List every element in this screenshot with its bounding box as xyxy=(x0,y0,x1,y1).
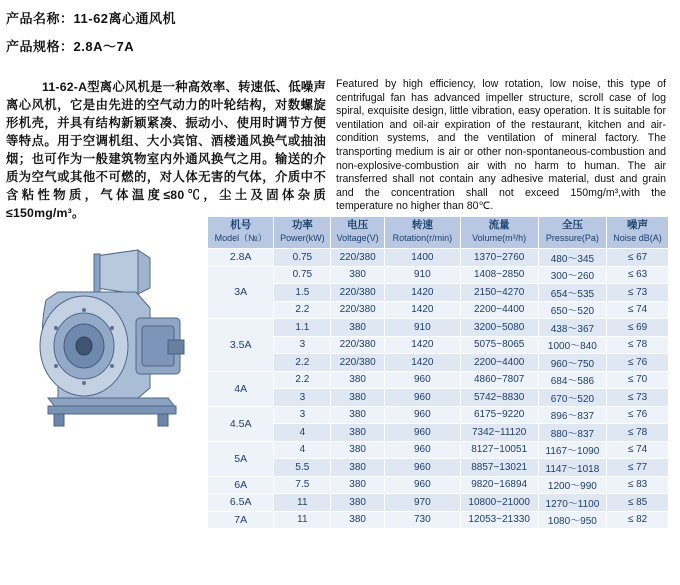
column-header-noise-cn: 噪声 xyxy=(627,219,649,231)
column-header-model-en: Model（№） xyxy=(214,233,267,243)
cell-rotation: 1420 xyxy=(385,301,461,319)
cell-volume: 3200~5080 xyxy=(460,319,538,337)
cell-voltage: 380 xyxy=(331,441,385,459)
cell-rotation: 1420 xyxy=(385,336,461,354)
cell-noise: ≤ 74 xyxy=(607,301,669,319)
column-header-noise-en: Noise dB(A) xyxy=(613,233,662,243)
table-row xyxy=(208,459,669,477)
cell-noise: ≤ 77 xyxy=(607,459,669,477)
cell-model: 4.5A xyxy=(208,406,274,441)
description-chinese xyxy=(6,78,326,222)
table-row xyxy=(208,494,669,512)
cell-rotation: 1400 xyxy=(385,249,461,267)
cell-voltage: 380 xyxy=(331,371,385,389)
cell-pressure: 684～586 xyxy=(538,371,606,389)
cell-voltage: 220/380 xyxy=(331,354,385,372)
cell-voltage: 220/380 xyxy=(331,301,385,319)
column-header-rotation-cn: 转速 xyxy=(411,219,433,231)
column-header-volume-cn: 流量 xyxy=(488,219,510,231)
column-header-pressure xyxy=(538,217,606,249)
cell-model: 3A xyxy=(208,266,274,319)
cell-pressure: 654～535 xyxy=(538,284,606,302)
cell-power: 3 xyxy=(274,336,331,354)
cell-noise: ≤ 70 xyxy=(607,371,669,389)
cell-noise: ≤ 83 xyxy=(607,476,669,494)
column-header-voltage-cn: 电压 xyxy=(347,219,369,231)
cell-power: 2.2 xyxy=(274,301,331,319)
table-row xyxy=(208,424,669,442)
column-header-noise xyxy=(607,217,669,249)
cell-volume: 1408~2850 xyxy=(460,266,538,284)
cell-pressure: 960～750 xyxy=(538,354,606,372)
table-row xyxy=(208,319,669,337)
specification-table-wrapper xyxy=(207,216,669,529)
cell-rotation: 1420 xyxy=(385,354,461,372)
cell-volume: 5075~8065 xyxy=(460,336,538,354)
cell-pressure: 670～520 xyxy=(538,389,606,407)
column-header-power-cn: 功率 xyxy=(291,219,313,231)
cell-power: 3 xyxy=(274,406,331,424)
cell-volume: 7342~11120 xyxy=(460,424,538,442)
table-row xyxy=(208,266,669,284)
cell-model: 5A xyxy=(208,441,274,476)
product-spec: 产品规格：2.8A～7A xyxy=(6,39,135,54)
column-header-rotation xyxy=(385,217,461,249)
cell-pressure: 480～345 xyxy=(538,249,606,267)
column-header-rotation-en: Rotation(r/min) xyxy=(392,233,453,243)
cell-noise: ≤ 78 xyxy=(607,424,669,442)
cell-voltage: 380 xyxy=(331,476,385,494)
cell-rotation: 960 xyxy=(385,424,461,442)
cell-volume: 1370~2760 xyxy=(460,249,538,267)
cell-noise: ≤ 76 xyxy=(607,354,669,372)
column-header-voltage-en: Voltage(V) xyxy=(336,233,379,243)
cell-voltage: 380 xyxy=(331,494,385,512)
cell-pressure: 1000～840 xyxy=(538,336,606,354)
column-header-power xyxy=(274,217,331,249)
table-header xyxy=(208,217,669,249)
table-header-row xyxy=(208,217,669,249)
cell-power: 11 xyxy=(274,511,331,529)
cell-voltage: 220/380 xyxy=(331,249,385,267)
cell-rotation: 960 xyxy=(385,476,461,494)
cell-power: 2.2 xyxy=(274,371,331,389)
cell-power: 4 xyxy=(274,424,331,442)
cell-volume: 8857~13021 xyxy=(460,459,538,477)
cell-voltage: 220/380 xyxy=(331,284,385,302)
cell-noise: ≤ 67 xyxy=(607,249,669,267)
cell-pressure: 1147～1018 xyxy=(538,459,606,477)
table-row xyxy=(208,249,669,267)
cell-power: 11 xyxy=(274,494,331,512)
cell-volume: 10800~21000 xyxy=(460,494,538,512)
cell-noise: ≤ 73 xyxy=(607,389,669,407)
product-name: 产品名称：11-62离心通风机 xyxy=(6,11,177,26)
table-row xyxy=(208,441,669,459)
cell-pressure: 438～367 xyxy=(538,319,606,337)
cell-power: 4 xyxy=(274,441,331,459)
column-header-pressure-cn: 全压 xyxy=(561,219,583,231)
cell-noise: ≤ 82 xyxy=(607,511,669,529)
cell-voltage: 380 xyxy=(331,389,385,407)
cell-volume: 6175~9220 xyxy=(460,406,538,424)
table-row xyxy=(208,301,669,319)
table-body xyxy=(208,249,669,529)
cell-model: 6.5A xyxy=(208,494,274,512)
cell-volume: 8127~10051 xyxy=(460,441,538,459)
cell-power: 5.5 xyxy=(274,459,331,477)
cell-volume: 9820~16894 xyxy=(460,476,538,494)
cell-model: 3.5A xyxy=(208,319,274,372)
table-row xyxy=(208,406,669,424)
cell-voltage: 380 xyxy=(331,319,385,337)
cell-volume: 2150~4270 xyxy=(460,284,538,302)
table-row xyxy=(208,354,669,372)
cell-voltage: 380 xyxy=(331,424,385,442)
cell-voltage: 380 xyxy=(331,459,385,477)
description-chinese-text: 11-62-A型离心风机是一种高效率、转速低、低噪声离心风机，它是由先进的空气动力的叶轮结构，对数螺旋形机壳，并具有结构新颖紧凑、振动小、使用时调节方便等特点。用于空调机组、大小宾馆、酒楼通风换气或抽油烟；也可作为一般建筑物室内外通风换气之用。输送的介质为空气或其他不可燃的，对人体无害的气体，介质中不含粘性物质，气体温度≤80℃，尘土及固体杂质≤150mg/m³。 xyxy=(6,80,326,220)
cell-power: 1.5 xyxy=(274,284,331,302)
cell-rotation: 910 xyxy=(385,319,461,337)
cell-model: 2.8A xyxy=(208,249,274,267)
cell-rotation: 910 xyxy=(385,266,461,284)
cell-rotation: 960 xyxy=(385,459,461,477)
cell-noise: ≤ 63 xyxy=(607,266,669,284)
specification-table xyxy=(207,216,669,529)
cell-rotation: 1420 xyxy=(385,284,461,302)
cell-pressure: 1167～1090 xyxy=(538,441,606,459)
column-header-model-cn: 机号 xyxy=(230,219,252,231)
cell-model: 6A xyxy=(208,476,274,494)
cell-noise: ≤ 85 xyxy=(607,494,669,512)
description-english: Featured by high efficiency, low rotation, low noise, this type of centrifugal fan has advanced impeller structure, scroll case of log spiral, exquisite design, little vibration, easy operation. It is suitable for ventilation and oil-air expiration of the restaurant, kitchen and air-condition systems, and the ventilation of mineral factory. The transporting medium is air or other non-spontaneous-combustion and non-explosive-combustion air with no harm to human. The air transferred shall not contain any adhesive material, dust and grain and the concentration shall not exceed 150mg/m³,with the temperature no higher than 80℃. xyxy=(336,78,666,213)
cell-noise: ≤ 74 xyxy=(607,441,669,459)
cell-noise: ≤ 69 xyxy=(607,319,669,337)
product-image xyxy=(18,248,198,438)
cell-pressure: 1080～950 xyxy=(538,511,606,529)
column-header-volume xyxy=(460,217,538,249)
cell-rotation: 730 xyxy=(385,511,461,529)
table-row xyxy=(208,336,669,354)
cell-voltage: 220/380 xyxy=(331,336,385,354)
cell-volume: 4860~7807 xyxy=(460,371,538,389)
cell-pressure: 650～520 xyxy=(538,301,606,319)
cell-model: 7A xyxy=(208,511,274,529)
cell-noise: ≤ 78 xyxy=(607,336,669,354)
cell-voltage: 380 xyxy=(331,266,385,284)
column-header-pressure-en: Pressure(Pa) xyxy=(545,233,599,243)
page-header xyxy=(0,0,680,55)
cell-noise: ≤ 76 xyxy=(607,406,669,424)
cell-volume: 2200~4400 xyxy=(460,301,538,319)
cell-volume: 5742~8830 xyxy=(460,389,538,407)
cell-pressure: 896～837 xyxy=(538,406,606,424)
cell-pressure: 1200～990 xyxy=(538,476,606,494)
cell-power: 2.2 xyxy=(274,354,331,372)
cell-noise: ≤ 73 xyxy=(607,284,669,302)
table-row xyxy=(208,371,669,389)
column-header-model xyxy=(208,217,274,249)
cell-rotation: 960 xyxy=(385,441,461,459)
cell-volume: 2200~4400 xyxy=(460,354,538,372)
table-row xyxy=(208,511,669,529)
cell-power: 0.75 xyxy=(274,249,331,267)
table-row xyxy=(208,284,669,302)
column-header-voltage xyxy=(331,217,385,249)
table-row xyxy=(208,476,669,494)
description-block xyxy=(6,78,672,222)
column-header-power-en: Power(kW) xyxy=(280,233,325,243)
cell-power: 7.5 xyxy=(274,476,331,494)
cell-power: 1.1 xyxy=(274,319,331,337)
cell-volume: 12053~21330 xyxy=(460,511,538,529)
cell-rotation: 960 xyxy=(385,389,461,407)
cell-voltage: 380 xyxy=(331,406,385,424)
table-row xyxy=(208,389,669,407)
cell-rotation: 960 xyxy=(385,406,461,424)
cell-power: 0.75 xyxy=(274,266,331,284)
cell-model: 4A xyxy=(208,371,274,406)
column-header-volume-en: Volume(m³/h) xyxy=(472,233,527,243)
cell-rotation: 970 xyxy=(385,494,461,512)
cell-power: 3 xyxy=(274,389,331,407)
cell-voltage: 380 xyxy=(331,511,385,529)
cell-pressure: 300～260 xyxy=(538,266,606,284)
cell-rotation: 960 xyxy=(385,371,461,389)
cell-pressure: 880～837 xyxy=(538,424,606,442)
cell-pressure: 1270～1100 xyxy=(538,494,606,512)
